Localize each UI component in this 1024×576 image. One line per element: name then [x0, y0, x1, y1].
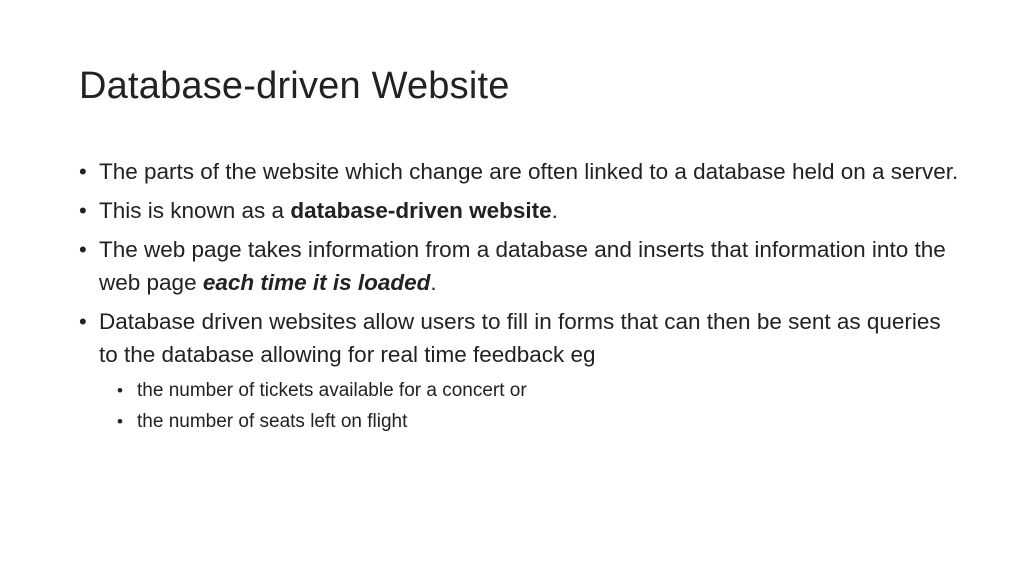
sub-bullet-dot: •: [117, 412, 123, 431]
bullet-item: [79, 155, 959, 188]
bullet-dot: •: [79, 309, 87, 334]
bullet-dot: •: [79, 237, 87, 262]
sub-bullet-dot: •: [117, 381, 123, 400]
bullet-text-prefix: The web page takes information from a database and inserts that information into the web page: [99, 237, 946, 295]
bullet-text-prefix: This is known as a: [99, 198, 291, 223]
bullet-text: The parts of the website which change are often linked to a database held on a server.: [99, 159, 959, 184]
slide-title: Database-driven Website: [79, 65, 510, 107]
sub-bullet-text: the number of seats left on flight: [137, 411, 408, 432]
bullet-item: [79, 305, 959, 371]
bullet-item: [79, 194, 959, 227]
sub-bullet-item: [79, 377, 959, 405]
bullet-text: Database driven websites allow users to fill in forms that can then be sent as queries to the database allowing for real time feedback eg: [99, 309, 941, 367]
bullet-item: [79, 233, 959, 299]
bullet-text-bold: database-driven website: [290, 198, 552, 223]
bullet-dot: •: [79, 159, 87, 184]
bullet-text-suffix: .: [551, 198, 558, 223]
slide-body: [79, 155, 959, 439]
bullet-text-bold-italic: each time it is loaded: [202, 270, 431, 295]
sub-bullet-item: [79, 408, 959, 436]
sub-bullet-text: the number of tickets available for a concert or: [137, 380, 527, 401]
bullet-dot: •: [79, 198, 87, 223]
bullet-text-suffix: .: [430, 270, 437, 295]
